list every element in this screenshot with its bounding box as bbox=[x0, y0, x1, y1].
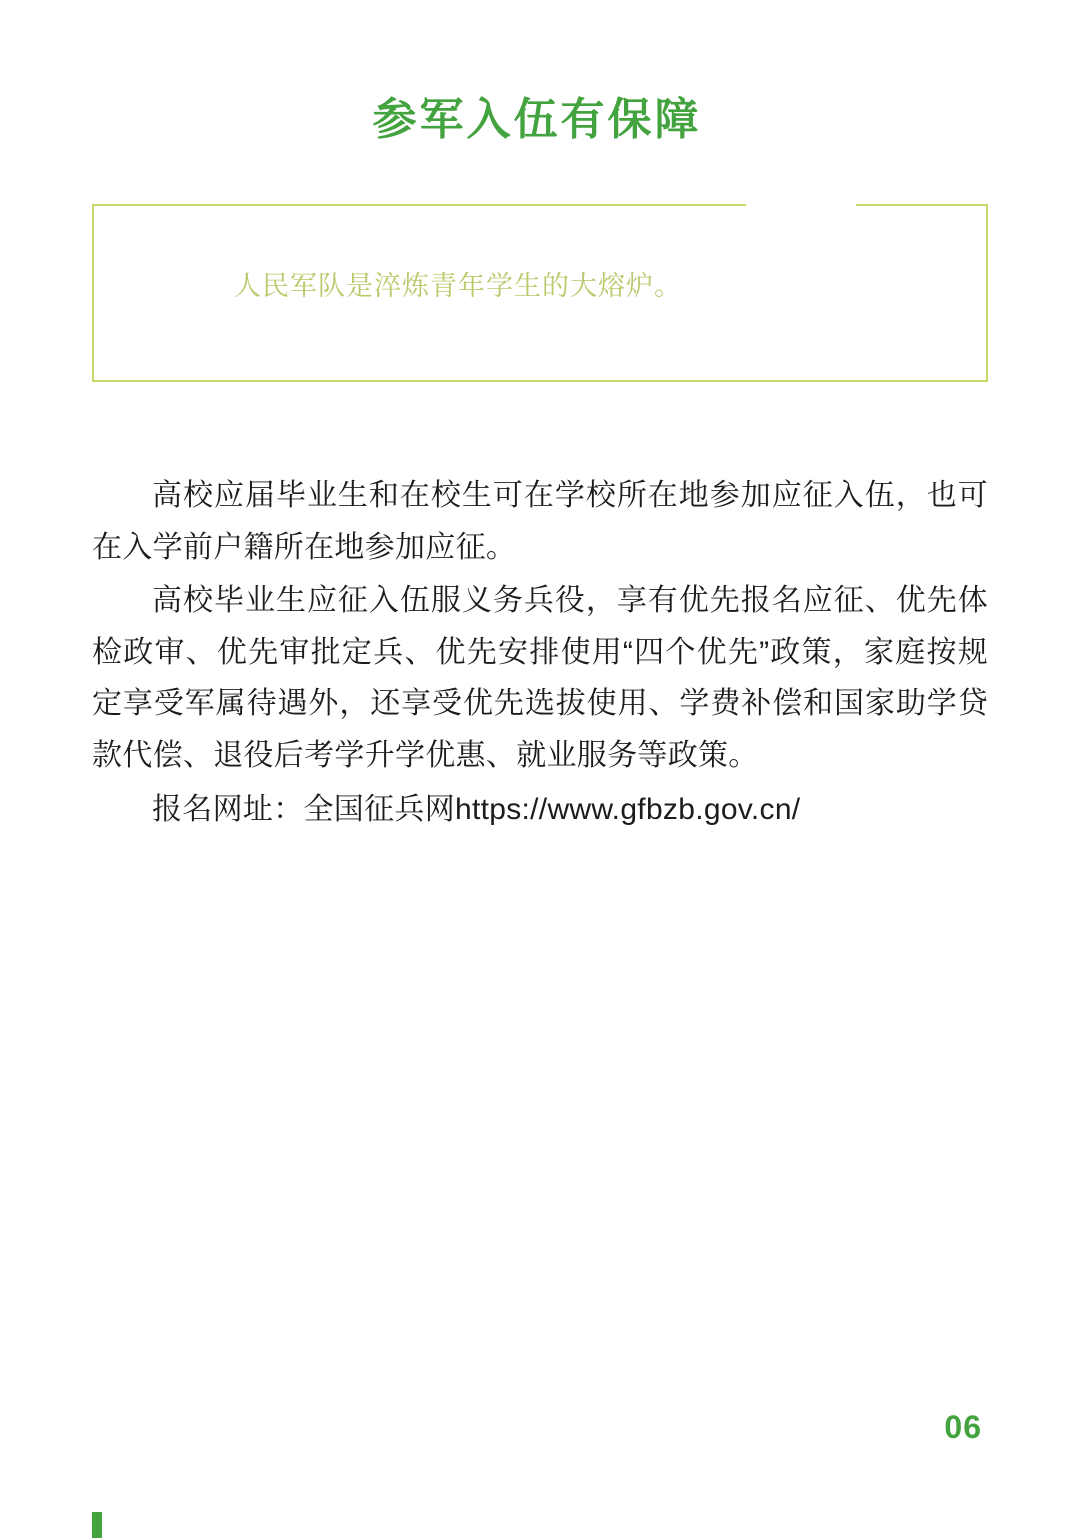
quote-frame bbox=[92, 204, 988, 382]
paragraph-2: 高校毕业生应征入伍服义务兵役，享有优先报名应征、优先体检政审、优先审批定兵、优先安排使用“四个优先”政策，家庭按规定享受军属待遇外，还享受优先选拔使用、学费补偿和国家助学贷款代偿、退役后考学升学优惠、就业服务等政策。 bbox=[92, 584, 988, 772]
paragraph-3: 报名网址：全国征兵网https://www.gfbzb.gov.cn/ bbox=[152, 792, 801, 826]
page-title: 参军入伍有保障 bbox=[372, 95, 702, 144]
body-copy bbox=[92, 470, 988, 837]
paragraph-1: 高校应届毕业生和在校生可在学校所在地参加应征入伍，也可在入学前户籍所在地参加应征。 bbox=[92, 479, 988, 564]
corner-mark-decoration bbox=[92, 1512, 102, 1538]
quote-text: 人民军队是淬炼青年学生的大熔炉。 bbox=[234, 271, 682, 301]
page-number: 06 bbox=[944, 1409, 982, 1445]
